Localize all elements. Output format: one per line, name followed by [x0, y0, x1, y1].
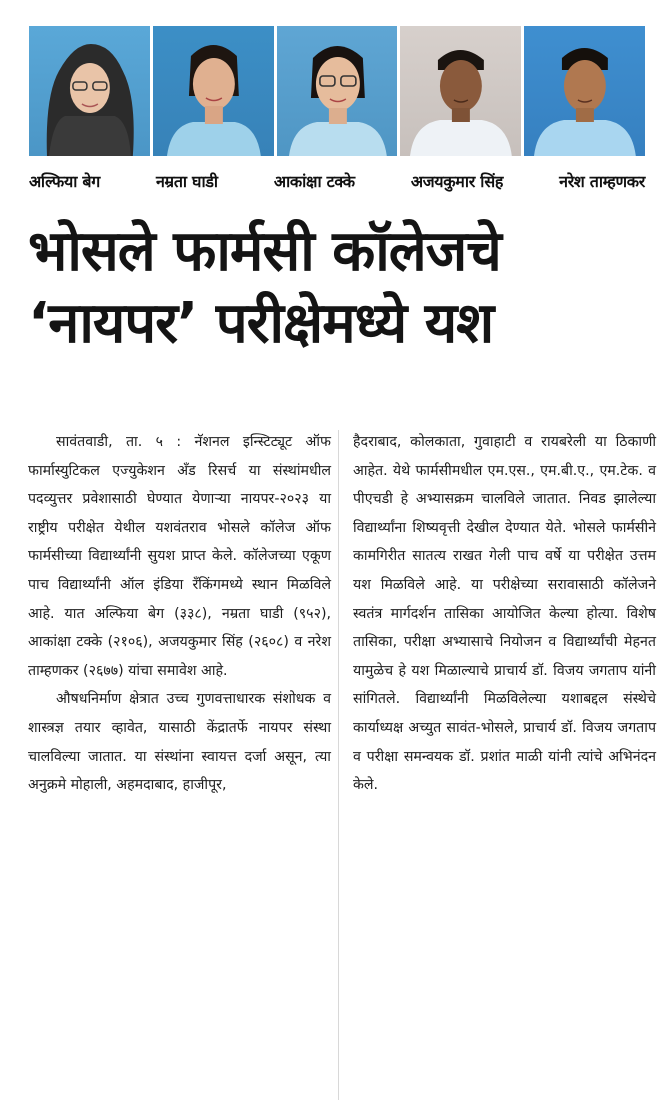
student-photo-namrata-ghadi [153, 26, 274, 156]
article-paragraph: औषधनिर्माण क्षेत्रात उच्च गुणवत्ताधारक संशोधक व शास्त्रज्ञ तयार व्हावेत, यासाठी केंद्रातर्फे नायपर संस्था चालविल्या जातात. या संस्थांना स्वायत्त दर्जा असून, त्या अनुक्रमे मोहाली, अहमदाबाद, हाजीपूर, [28, 691, 331, 794]
student-photo-naresh-tamhankar [524, 26, 645, 156]
student-photo-ajaykumar-singh [400, 26, 521, 156]
article-body [28, 428, 656, 1108]
student-photo-akanksha-takke [277, 26, 398, 156]
article-paragraph: सावंतवाडी, ता. ५ : नॅशनल इन्स्टिट्यूट ऑफ फार्मास्युटिकल एज्युकेशन अँड रिसर्च या संस्थांमधील पदव्युत्तर प्रवेशासाठी घेण्यात येणाऱ्या नायपर-२०२३ या राष्ट्रीय परीक्षेत येथील यशवंतराव भोसले कॉलेज ऑफ फार्मसीच्या विद्यार्थ्यांनी सुयश प्राप्त केले. कॉलेजच्या एकूण पाच विद्यार्थ्यांनी ऑल इंडिया रँकिंगमध्ये स्थान मिळविले आहे. यात अल्फिया बेग (३३८), नम्रता घाडी (९५२), आकांक्षा टक्के (२१०६), अजयकुमार सिंह (२६०८) व नरेश ताम्हणकर (२६७७) यांचा समावेश आहे. [28, 434, 331, 679]
article-column-left [28, 428, 331, 1108]
student-name-caption: आकांक्षा टक्के [273, 172, 355, 191]
student-name-caption: अजयकुमार सिंह [410, 172, 504, 191]
student-name-caption: अल्फिया बेग [29, 172, 100, 191]
article-paragraph: हैदराबाद, कोलकाता, गुवाहाटी व रायबरेली या ठिकाणी आहेत. येथे फार्मसीमधील एम.एस., एम.बी.ए., एम.टेक. व पीएचडी हे अभ्यासक्रम चालविले जातात. निवड झालेल्या विद्यार्थ्यांना शिष्यवृत्ती देखील देण्यात येते. भोसले फार्मसीने कामगिरीत सातत्य राखत गेली पाच वर्षे या परीक्षेत उत्तम यश मिळविले आहे. या परीक्षेच्या सरावासाठी कॉलेजने स्वतंत्र मार्गदर्शन तासिका आयोजित केल्या होत्या. विशेष तासिका, परीक्षा अभ्यासाचे नियोजन व विद्यार्थ्यांची मेहनत यामुळेच हे यश मिळाल्याचे प्राचार्य डॉ. विजय जगताप यांनी सांगितले. विद्यार्थ्यांनी मिळविलेल्या यशाबद्दल संस्थेचे कार्याध्यक्ष अच्युत सावंत-भोसले, प्राचार्य डॉ. विजय जगताप व परीक्षा समन्वयक डॉ. प्रशांत माळी यांनी त्यांचे अभिनंदन केले. [353, 434, 656, 794]
student-name-caption: नम्रता घाडी [155, 172, 218, 191]
student-photo-strip [29, 26, 645, 156]
headline [28, 216, 640, 360]
headline-line-2: ‘नायपर’ परीक्षेमध्ये यश [28, 291, 494, 356]
student-photo-alfiya-beg [29, 26, 150, 156]
headline-line-1: भोसले फार्मसी कॉलेजचे [28, 219, 501, 284]
article-column-right [353, 428, 656, 1108]
student-name-captions [29, 170, 645, 192]
student-name-caption: नरेश ताम्हणकर [559, 172, 645, 191]
